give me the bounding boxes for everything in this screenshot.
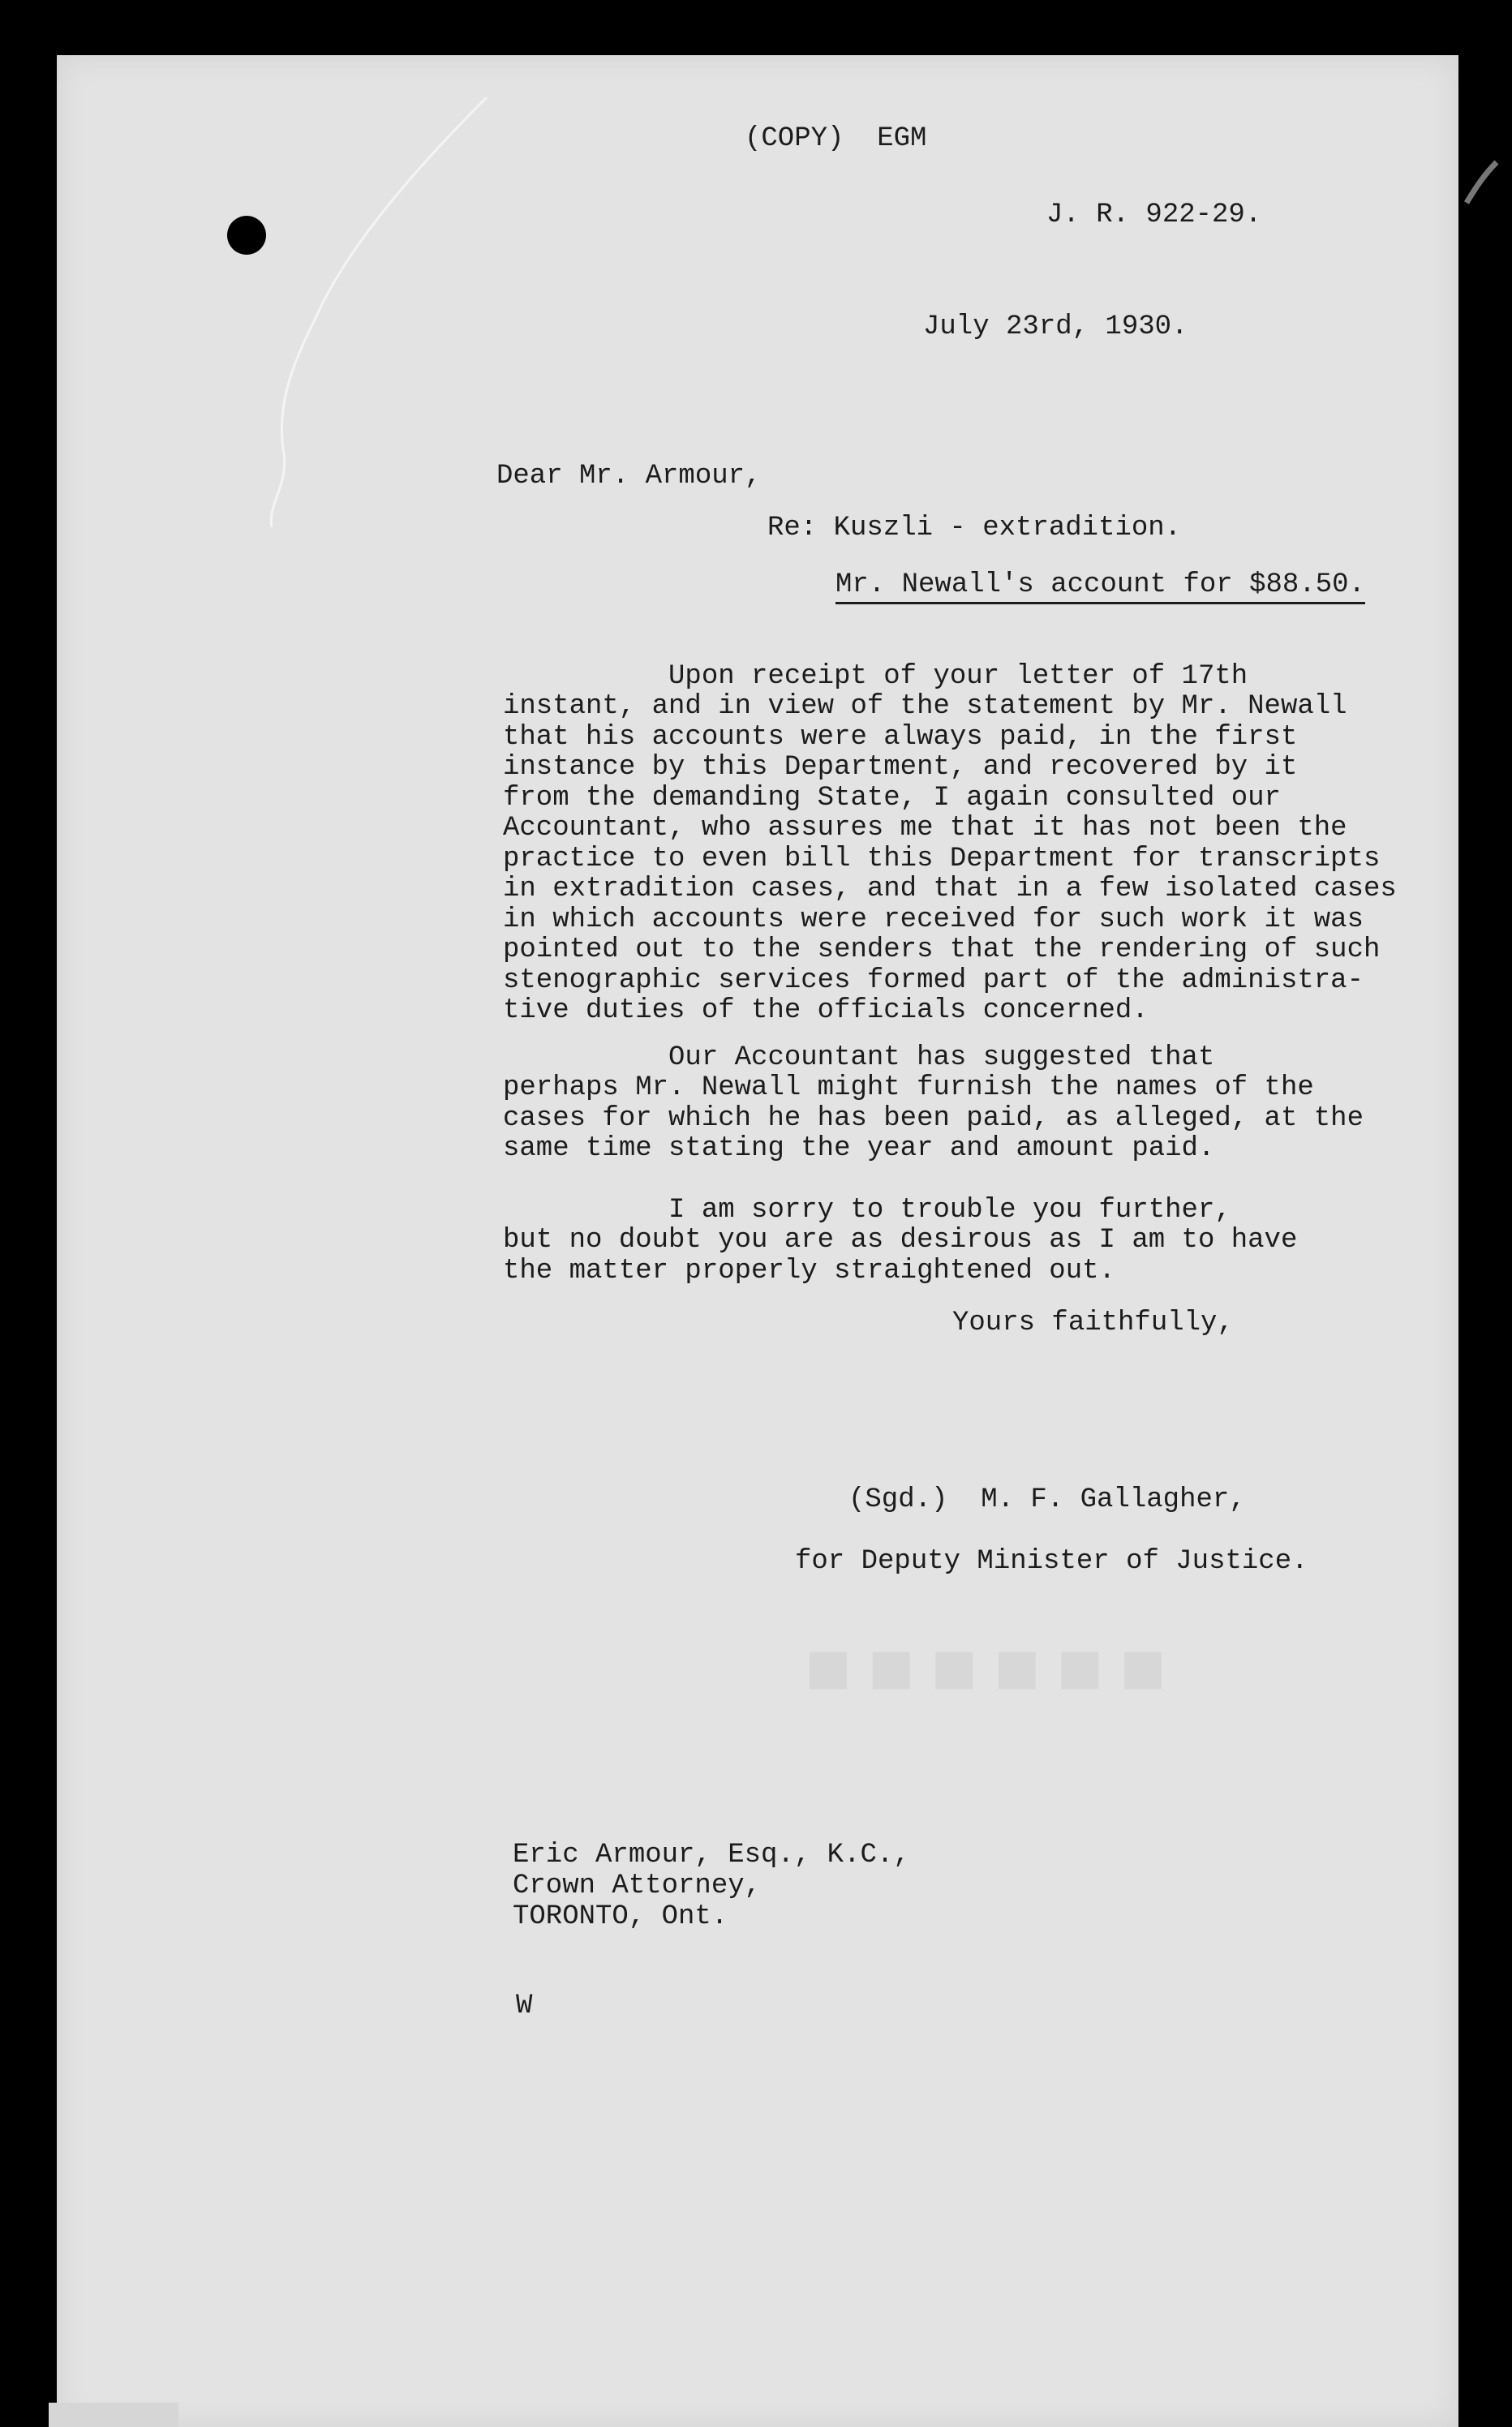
para-line: the matter properly straightened out.: [503, 1255, 1115, 1287]
para-line: in extradition cases, and that in a few isolated cases: [503, 874, 1397, 904]
para-line: instant, and in view of the statement by Mr. Newall: [503, 691, 1347, 722]
para-line: Our Accountant has suggested that: [503, 1042, 1215, 1073]
account-line: Mr. Newall's account for $88.50.: [835, 569, 1365, 604]
para-line: same time stating the year and amount paid.: [503, 1133, 1215, 1164]
typist-initial: W: [516, 1991, 533, 2021]
signature: (Sgd.) M. F. Gallagher,: [848, 1484, 1246, 1515]
body-paragraph-1: [503, 631, 1397, 1057]
para-line: Accountant, who assures me that it has not been the: [503, 813, 1347, 844]
letter-date: July 23rd, 1930.: [923, 311, 1188, 342]
punch-hole: [227, 216, 266, 255]
salutation: Dear Mr. Armour,: [496, 461, 762, 492]
para-line: tive duties of the officials concerned.: [503, 995, 1149, 1026]
copy-mark: (COPY) EGM: [745, 123, 927, 154]
para-line: that his accounts were always paid, in the first: [503, 721, 1298, 753]
body-paragraph-3: [503, 1165, 1297, 1317]
para-line: from the demanding State, I again consulted our: [503, 782, 1281, 814]
para-line: practice to even bill this Department for transcripts: [503, 843, 1381, 874]
file-reference: J. R. 922-29.: [1046, 200, 1262, 230]
archive-label: [49, 2403, 178, 2427]
subject-line: Re: Kuszli - extradition.: [767, 513, 1182, 543]
para-line: stenographic services formed part of the administra-: [503, 964, 1364, 996]
para-line: instance by this Department, and recovered by it: [503, 752, 1298, 783]
para-line: Upon receipt of your letter of 17th: [503, 660, 1248, 692]
address-line: TORONTO, Ont.: [513, 1901, 728, 1932]
para-line: pointed out to the senders that the rendering of such: [503, 934, 1381, 965]
para-line: I am sorry to trouble you further,: [503, 1194, 1231, 1226]
recipient-address: [513, 1809, 910, 1963]
para-line: in which accounts were received for such work it was: [503, 904, 1364, 935]
ghost-bleed-through: ■ ■ ■ ■ ■ ■: [805, 1639, 1166, 1695]
closing: Yours faithfully,: [952, 1308, 1234, 1338]
address-line: Eric Armour, Esq., K.C.,: [513, 1840, 910, 1871]
para-line: perhaps Mr. Newall might furnish the names of the: [503, 1072, 1314, 1103]
address-line: Crown Attorney,: [513, 1871, 762, 1901]
para-line: but no doubt you are as desirous as I am to have: [503, 1225, 1298, 1256]
para-line: cases for which he has been paid, as alleged, at the: [503, 1102, 1364, 1134]
signature-title: for Deputy Minister of Justice.: [795, 1546, 1308, 1577]
